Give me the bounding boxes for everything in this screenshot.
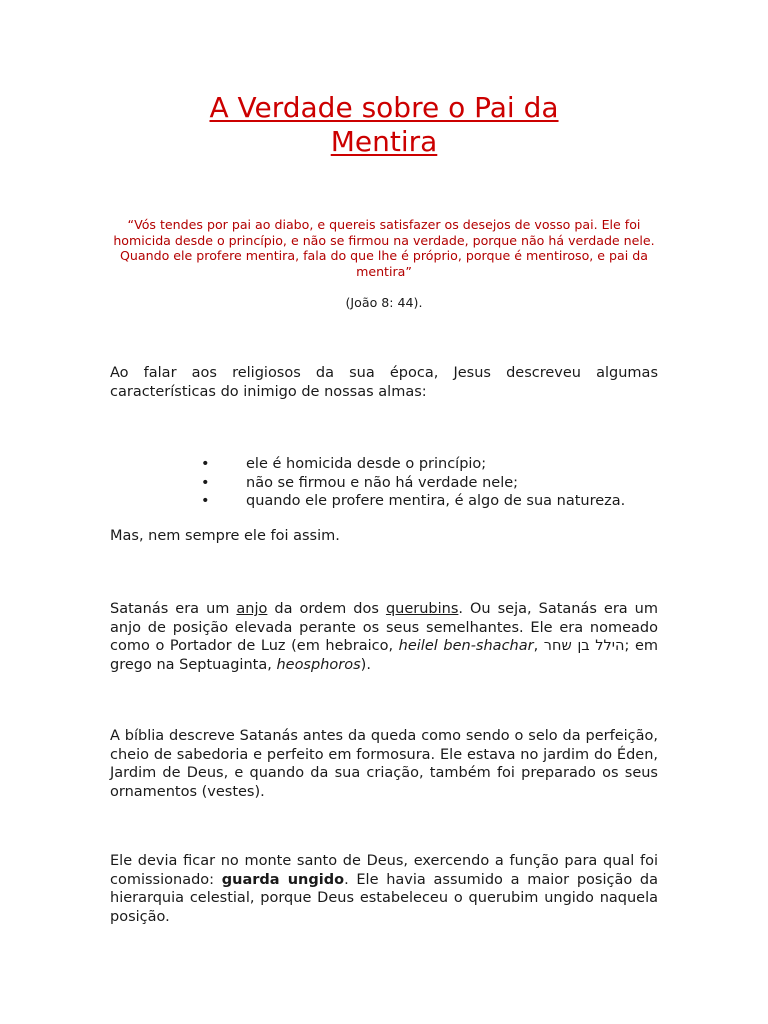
querubins-link[interactable]: querubins <box>385 601 459 617</box>
paragraph-text: da ordem dos <box>267 601 386 617</box>
paragraph-text: ). <box>360 656 371 673</box>
list-item-text: ele é homicida desde o princípio; <box>246 456 487 472</box>
hebrew-transliteration: heilel ben-shachar <box>398 638 534 654</box>
transition-paragraph: Mas, nem sempre ele foi assim. <box>110 528 340 544</box>
epigraph-quote: “Vós tendes por pai ao diabo, e quereis satisfazer os desejos de vosso pai. Ele foi homicida desde o princípio, e não se firmou na verdade, porque não há verdade nele. Quando ele profere mentira, fala do que lhe é próprio, porque é mentiroso, e pai da mentira” <box>113 217 655 279</box>
list-item <box>200 455 625 474</box>
list-item-text: quando ele profere mentira, é algo de sua natureza. <box>246 493 626 509</box>
document-title <box>110 91 658 159</box>
list-item-text: não se firmou e não há verdade nele; <box>246 474 519 491</box>
paragraph-text: Ele devia ficar no monte santo de Deus, exercendo a função para qual foi comissionado: <box>110 853 658 888</box>
greek-transliteration: heosphoros <box>276 656 361 673</box>
list-item <box>200 492 625 511</box>
bullet-icon: • <box>201 456 210 472</box>
anjo-link[interactable]: anjo <box>236 601 268 617</box>
hebrew-text: הילל בן שחר <box>543 638 625 654</box>
satanas-paragraph <box>110 600 658 674</box>
paragraph-text: . Ele havia assumido a maior posição da hierarquia celestial, porque Deus estabeleceu o querubim ungido naquela posição. <box>110 871 659 925</box>
guarda-ungido-paragraph <box>110 852 658 926</box>
paragraph-text: ; em grego na Septuaginta, <box>110 638 658 673</box>
paragraph-text: . Ou seja, Satanás era um anjo de posição elevada perante os seus semelhantes. Ele era nomeado como o Portador de Luz (em hebraico, <box>110 601 658 654</box>
biblia-paragraph: A bíblia descreve Satanás antes da queda como sendo o selo da perfeição, cheio de sabedoria e perfeito em formosura. Ele estava no jardim do Éden, Jardim de Deus, e quando da sua criação, também foi preparado os seus ornamentos (vestes). <box>110 728 658 800</box>
list-item <box>200 474 625 493</box>
emphasis-text: guarda ungido <box>221 871 345 888</box>
paragraph-text: , <box>533 638 544 654</box>
bible-reference: (João 8: 44). <box>345 295 423 310</box>
paragraph-text: Satanás era um <box>110 601 237 617</box>
bullet-icon: • <box>201 474 210 491</box>
title-line-2: Mentira <box>330 125 438 158</box>
characteristics-list <box>200 455 625 511</box>
title-line-1: A Verdade sobre o Pai da <box>209 91 559 124</box>
intro-paragraph: Ao falar aos religiosos da sua época, Jesus descreveu algumas características do inimigo de nossas almas: <box>110 365 658 400</box>
bullet-icon: • <box>201 493 210 509</box>
